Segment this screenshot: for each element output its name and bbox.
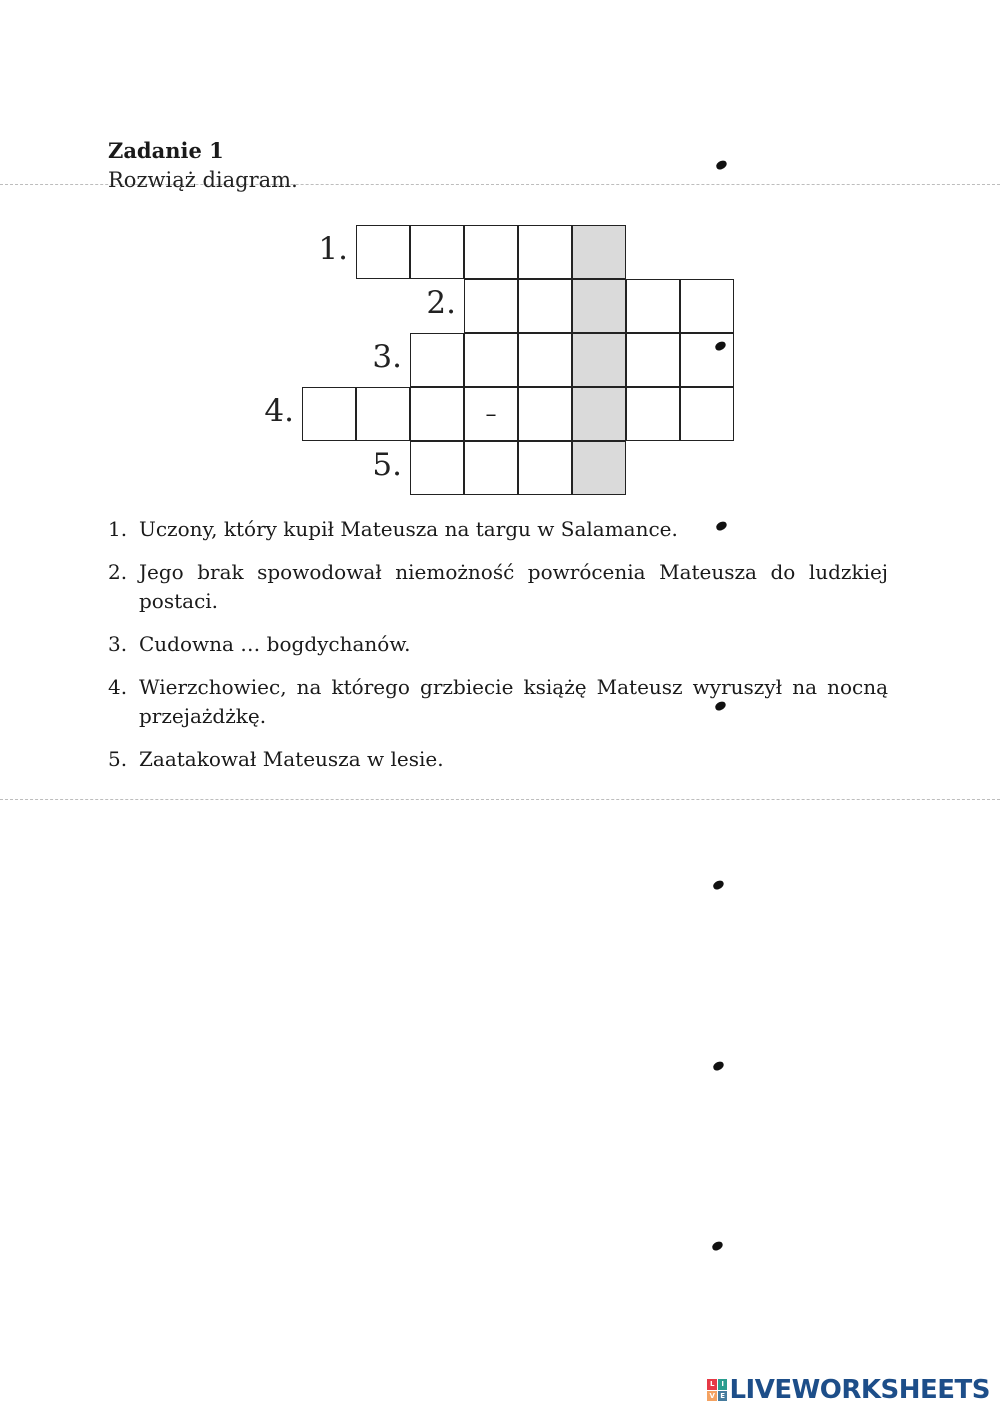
clue-text: Jego brak spowodował niemożność powrócenia Mateusza do ludzkiej postaci.: [139, 560, 888, 613]
scan-blot: [712, 879, 725, 890]
crossword-cell[interactable]: [464, 333, 518, 387]
crossword-cell[interactable]: [680, 279, 734, 333]
task-title: Zadanie 1: [108, 138, 224, 163]
crossword-solution-cell[interactable]: [572, 387, 626, 441]
brand-text: LIVEWORKSHEETS: [729, 1375, 990, 1405]
liveworksheets-brand: [707, 1375, 990, 1405]
crossword-cell[interactable]: [410, 225, 464, 279]
crossword-row-number: 5.: [372, 447, 402, 483]
crossword-cell[interactable]: [680, 387, 734, 441]
crossword-cell[interactable]: [518, 333, 572, 387]
crossword-cell[interactable]: [356, 387, 410, 441]
crossword-cell[interactable]: [626, 279, 680, 333]
clue-number: 3.: [108, 632, 128, 656]
crossword-cell[interactable]: [464, 225, 518, 279]
crossword-cell[interactable]: [518, 225, 572, 279]
crossword-row-number: 3.: [372, 339, 402, 375]
scan-blot: [711, 1240, 724, 1251]
crossword-cell[interactable]: [410, 333, 464, 387]
clue-number: 2.: [108, 560, 128, 584]
logo-letter: V: [707, 1391, 717, 1402]
liveworksheets-logo-icon: [707, 1379, 727, 1401]
clue-text: Zaatakował Mateusza w lesie.: [139, 747, 444, 771]
crossword-cell[interactable]: [518, 441, 572, 495]
logo-letter: I: [718, 1379, 728, 1390]
crossword-solution-cell[interactable]: [572, 279, 626, 333]
crossword-row-number: 2.: [426, 285, 456, 321]
crossword-solution-cell[interactable]: [572, 441, 626, 495]
clue-item: [108, 745, 888, 774]
scan-blot: [715, 159, 728, 170]
fold-line-middle: [0, 799, 1000, 800]
crossword-cell[interactable]: [518, 387, 572, 441]
crossword-cell[interactable]: [410, 387, 464, 441]
clue-item: [108, 630, 888, 659]
task-instruction: Rozwiąż diagram.: [108, 168, 298, 192]
clue-text: Wierzchowiec, na którego grzbiecie książę Mateusz wyruszył na nocną przejażdżkę.: [139, 675, 888, 728]
logo-letter: L: [707, 1379, 717, 1390]
crossword-cell[interactable]: [626, 333, 680, 387]
clue-item: [108, 515, 888, 544]
clue-list: [108, 515, 888, 788]
crossword-cell[interactable]: [464, 387, 518, 441]
crossword-solution-cell[interactable]: [572, 225, 626, 279]
clue-number: 5.: [108, 747, 128, 771]
clue-text: Uczony, który kupił Mateusza na targu w Salamance.: [139, 517, 678, 541]
scan-blot: [712, 1060, 725, 1071]
crossword-cell[interactable]: [518, 279, 572, 333]
clue-text: Cudowna … bogdychanów.: [139, 632, 411, 656]
crossword-cell[interactable]: [302, 387, 356, 441]
crossword-cell[interactable]: [356, 225, 410, 279]
crossword-hyphen: –: [485, 401, 497, 427]
crossword-cell[interactable]: [464, 279, 518, 333]
clue-item: [108, 673, 888, 731]
logo-letter: E: [718, 1391, 728, 1402]
crossword-cell[interactable]: [464, 441, 518, 495]
clue-item: [108, 558, 888, 616]
crossword-row-number: 4.: [264, 393, 294, 429]
clue-number: 1.: [108, 517, 128, 541]
crossword-cell[interactable]: [410, 441, 464, 495]
crossword-cell[interactable]: [626, 387, 680, 441]
crossword-row-number: 1.: [318, 231, 348, 267]
crossword-solution-cell[interactable]: [572, 333, 626, 387]
crossword-cell[interactable]: [680, 333, 734, 387]
clue-number: 4.: [108, 675, 128, 699]
